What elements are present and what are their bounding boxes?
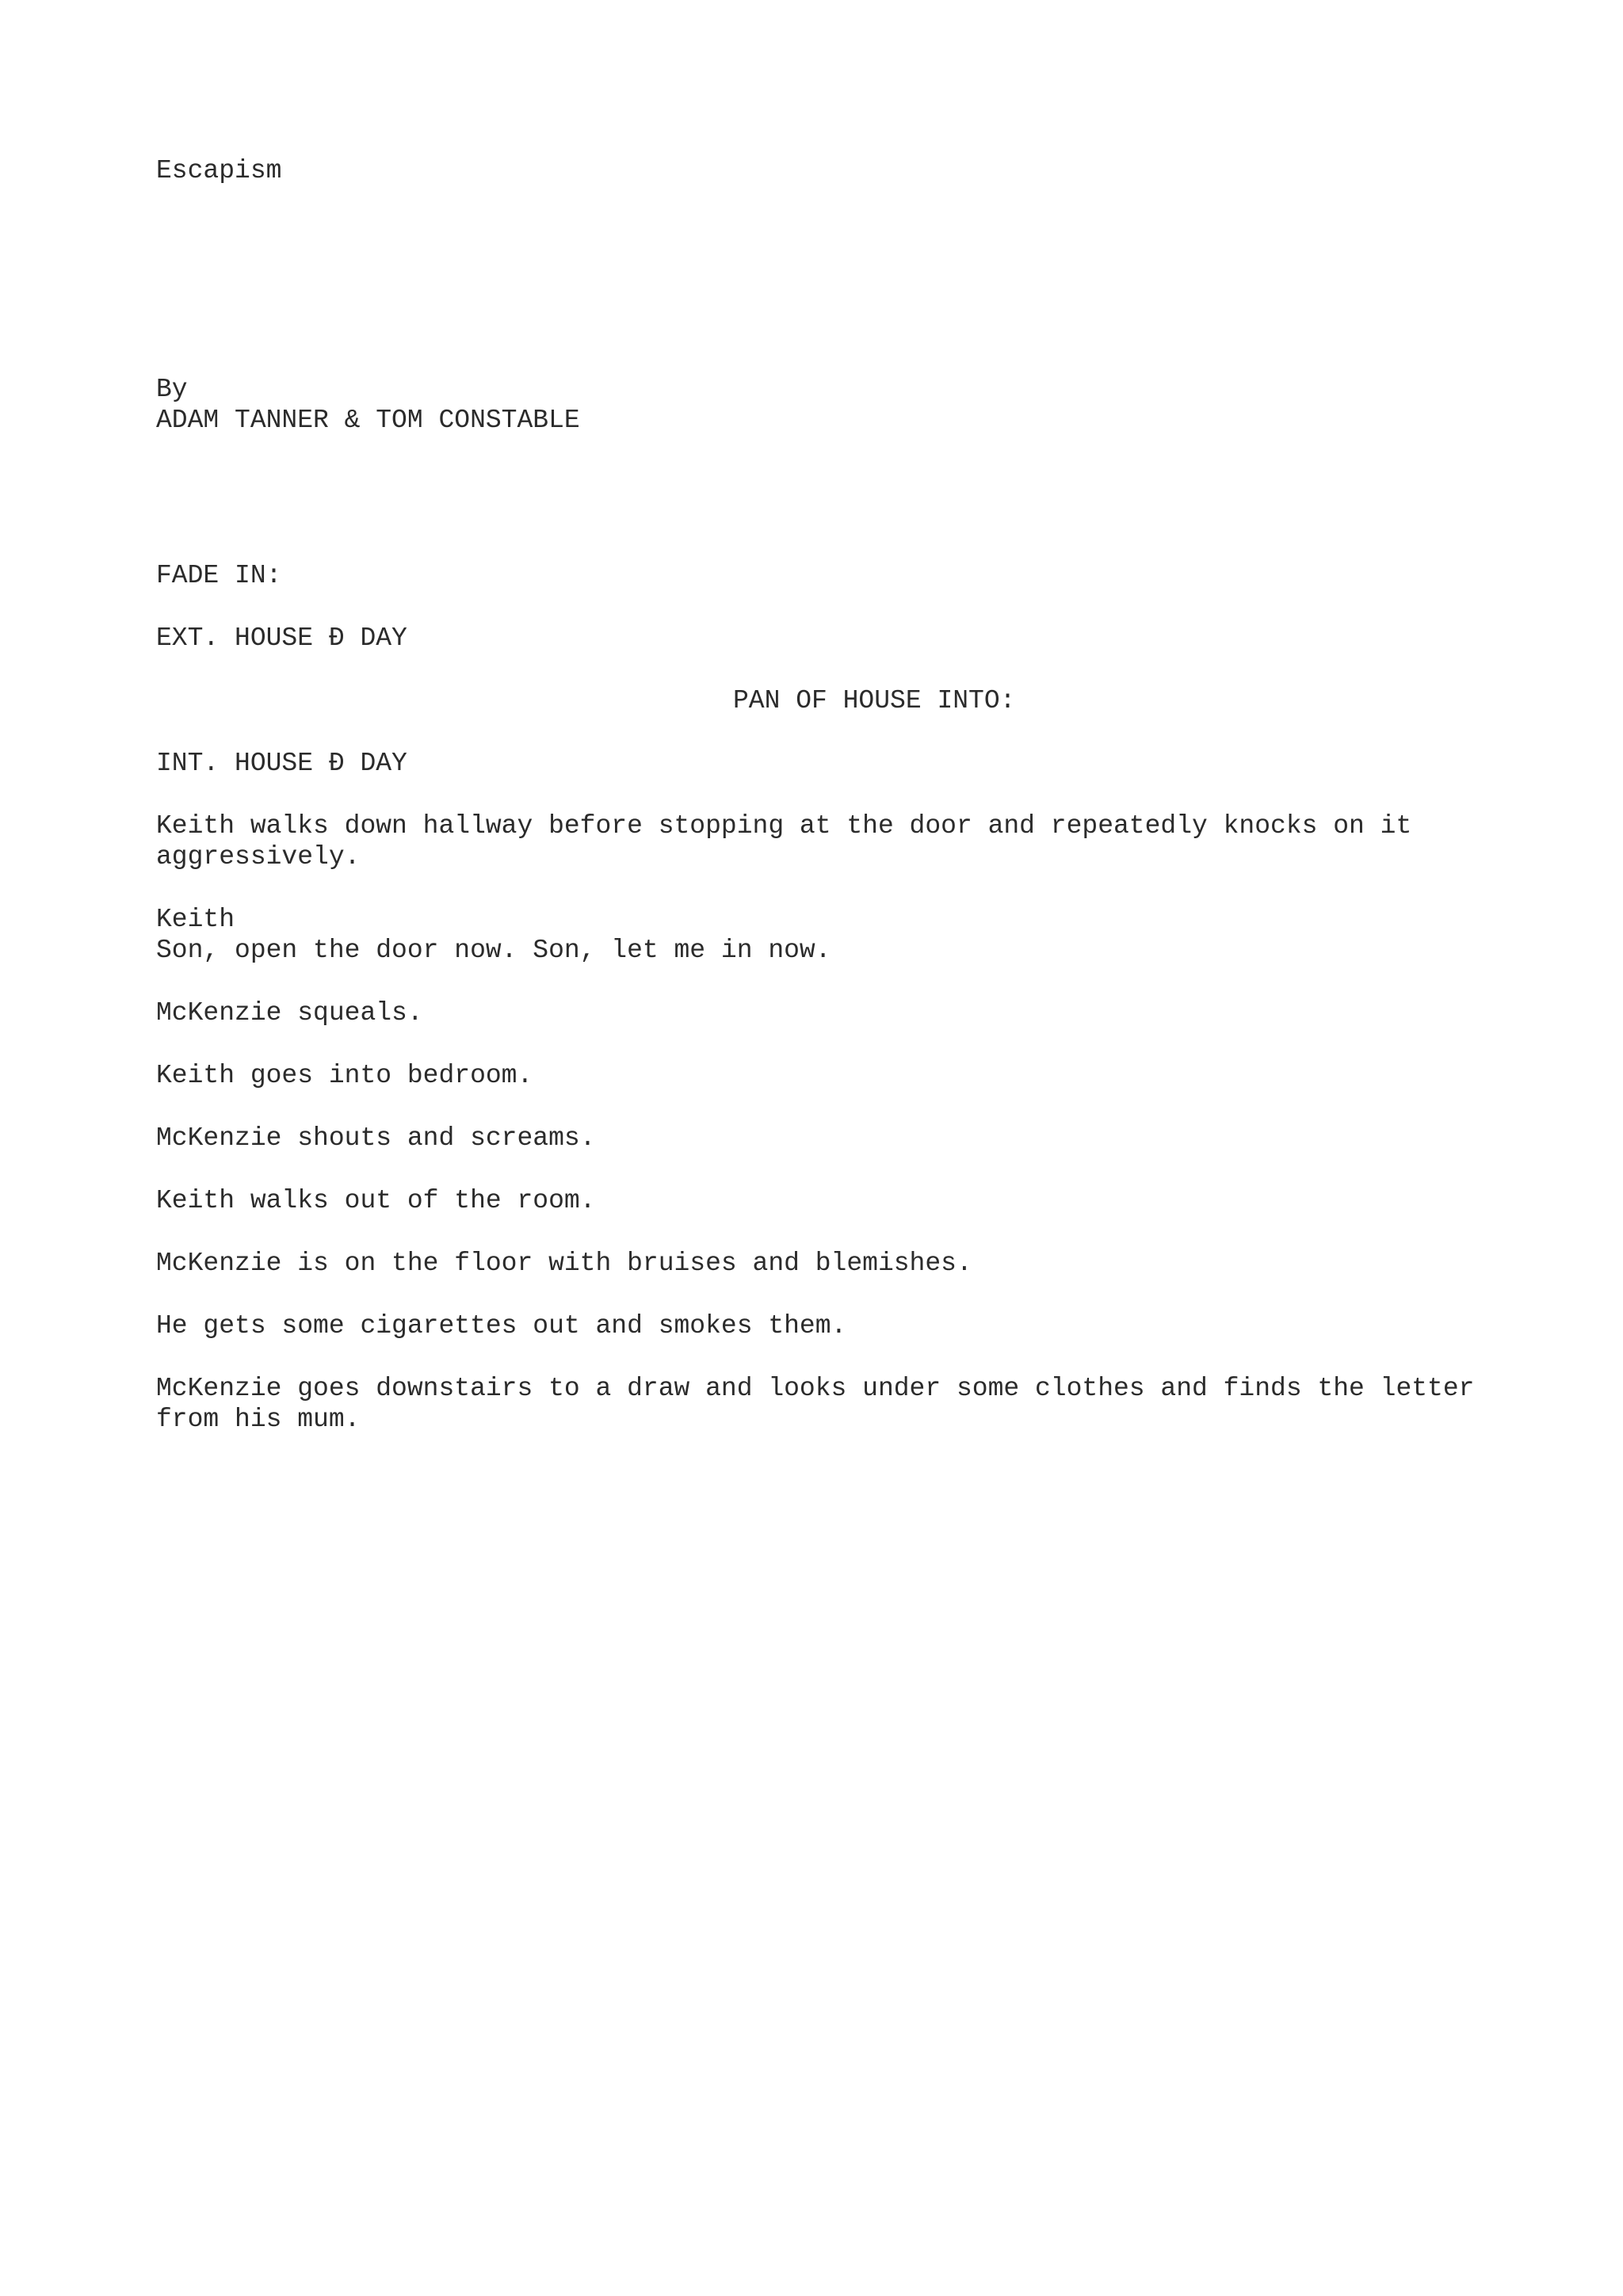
- character-name-keith: Keith: [156, 905, 235, 934]
- action-mckenzie-shouts: McKenzie shouts and screams.: [156, 1123, 596, 1153]
- byline-authors: ADAM TANNER & TOM CONSTABLE: [156, 406, 580, 435]
- action-letter: McKenzie goes downstairs to a draw and looks under some clothes and finds the letter from his mum.: [156, 1374, 1475, 1434]
- dialogue-keith: Son, open the door now. Son, let me in now.: [156, 936, 831, 965]
- action-mckenzie-floor: McKenzie is on the floor with bruises and blemishes.: [156, 1249, 972, 1278]
- action-keith-knocks: Keith walks down hallway before stopping at the door and repeatedly knocks on it aggressively.: [156, 811, 1412, 871]
- fade-in-transition: FADE IN:: [156, 561, 282, 590]
- action-mckenzie-squeals: McKenzie squeals.: [156, 998, 423, 1028]
- action-keith-leaves: Keith walks out of the room.: [156, 1186, 596, 1215]
- scene-heading-ext-house: EXT. HOUSE Ð DAY: [156, 624, 407, 653]
- scene-heading-int-house: INT. HOUSE Ð DAY: [156, 749, 407, 778]
- action-cigarettes: He gets some cigarettes out and smokes them.: [156, 1311, 847, 1341]
- pan-transition: PAN OF HOUSE INTO:: [733, 686, 1016, 715]
- action-keith-bedroom: Keith goes into bedroom.: [156, 1061, 533, 1090]
- byline-by: By: [156, 375, 188, 404]
- script-title: Escapism: [156, 156, 282, 185]
